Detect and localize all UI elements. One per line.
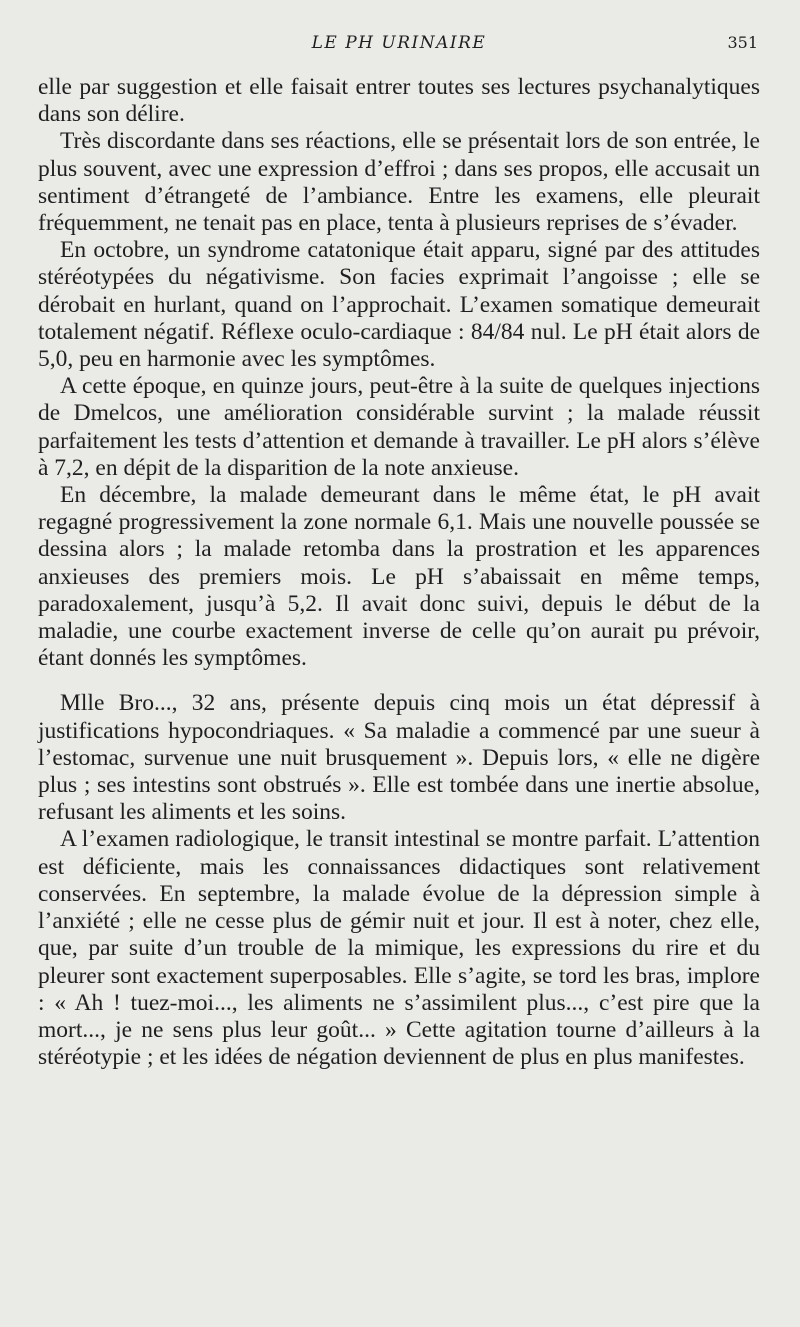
paragraph: Très discordante dans ses réactions, elle se présentait lors de son entrée, le plus souvent, avec une expression d’effroi ; dans ses propos, elle accusait un sentiment d’étrangeté de l’ambiance. Entre les examens, elle pleurait fréquemment, ne tenait pas en place, tenta à plusieurs reprises de s’évader. (38, 128, 760, 237)
body-text (38, 74, 760, 1071)
running-title: LE PH URINAIRE (311, 33, 487, 53)
paragraph: A l’examen radiologique, le transit intestinal se montre parfait. L’attention est déficiente, mais les connaissances didactiques sont relativement conservées. En septembre, la malade évolue de la dépression simple à l’anxiété ; elle ne cesse plus de gémir nuit et jour. Il est à noter, chez elle, que, par suite d’un trouble de la mimique, les expressions du rire et du pleurer sont exactement superposables. Elle s’agite, se tord les bras, implore : « Ah ! tuez-moi..., les aliments ne s’assimilent plus..., c’est pire que la mort..., je ne sens plus leur goût... » Cette agitation tourne d’ailleurs à la stéréotypie ; et les idées de négation deviennent de plus en plus manifestes. (38, 826, 760, 1071)
paragraph: elle par suggestion et elle faisait entrer toutes ses lectures psychanalytiques dans son délire. (38, 74, 760, 128)
paragraph: En décembre, la malade demeurant dans le même état, le pH avait regagné progressivement la zone normale 6,1. Mais une nouvelle poussée se dessina alors ; la malade retomba dans la prostration et les apparences anxieuses des premiers mois. Le pH s’abaissait en même temps, paradoxalement, jusqu’à 5,2. Il avait donc suivi, depuis le début de la maladie, une courbe exactement inverse de celle qu’on aurait pu prévoir, étant donnés les symptômes. (38, 482, 760, 672)
paragraph: En octobre, un syndrome catatonique était apparu, signé par des attitudes stéréotypées du négativisme. Son facies exprimait l’angoisse ; elle se dérobait en hurlant, quand on l’approchait. L’examen somatique demeurait totalement négatif. Réflexe oculo-cardiaque : 84/84 nul. Le pH était alors de 5,0, peu en harmonie avec les symptômes. (38, 237, 760, 373)
page-header (40, 33, 758, 57)
paragraph: Mlle Bro..., 32 ans, présente depuis cinq mois un état dépressif à justifications hypocondriaques. « Sa maladie a commencé par une sueur à l’estomac, survenue une nuit brusquement ». Depuis lors, « elle ne digère plus ; ses intestins sont obstrués ». Elle est tombée dans une inertie absolue, refusant les aliments et les soins. (38, 690, 760, 826)
page-number: 351 (727, 33, 758, 52)
paragraph: A cette époque, en quinze jours, peut-être à la suite de quelques injections de Dmelcos, une amélioration considérable survint ; la malade réussit parfaitement les tests d’attention et demande à travailler. Le pH alors s’élève à 7,2, en dépit de la disparition de la note anxieuse. (38, 373, 760, 481)
